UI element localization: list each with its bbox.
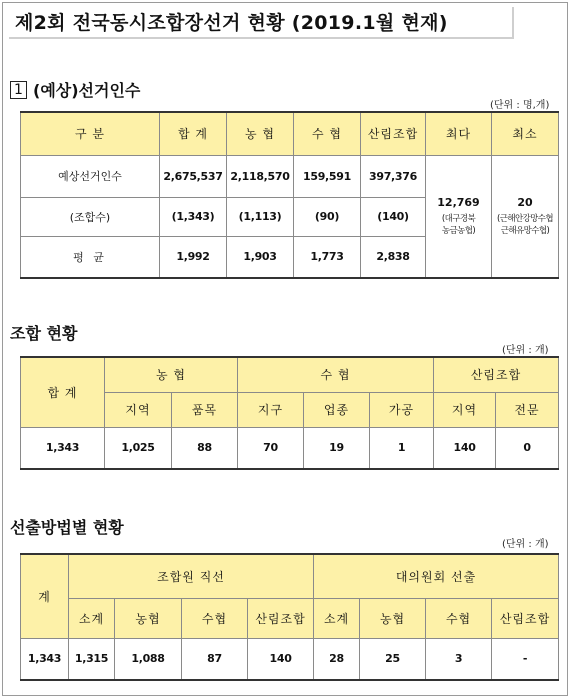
table-cell: 1,992 (160, 236, 227, 278)
header-total: 계 (21, 554, 69, 638)
table-cell: - (492, 638, 559, 680)
table-cell: 397,376 (361, 155, 426, 197)
table-cell: 19 (304, 427, 370, 469)
table-cell: 87 (182, 638, 248, 680)
table-cell: 140 (434, 427, 496, 469)
section3-unit: (단위 : 개) (502, 539, 549, 550)
max-note-2: 농금농협) (441, 225, 476, 236)
subheader: 지구 (238, 392, 304, 427)
table-cell: 2,675,537 (160, 155, 227, 197)
section2-heading: 조합 현황 (10, 324, 78, 343)
union-table (20, 356, 559, 470)
method-subheader-row (21, 598, 559, 638)
group-direct: 조합원 직선 (69, 554, 314, 598)
table-cell: (1,113) (227, 197, 294, 236)
table-cell: 0 (496, 427, 559, 469)
subheader: 산림조합 (492, 598, 559, 638)
table-cell: 70 (238, 427, 304, 469)
subheader: 품목 (172, 392, 238, 427)
max-note-1: (대구경북 (441, 213, 476, 224)
subheader: 소계 (69, 598, 115, 638)
min-cell (492, 155, 559, 278)
table-cell: 1,903 (227, 236, 294, 278)
group-delegate: 대의원회 선출 (314, 554, 559, 598)
table-cell: 1 (370, 427, 434, 469)
row-label: 평 균 (21, 236, 160, 278)
table-cell: 3 (426, 638, 492, 680)
subheader: 산림조합 (248, 598, 314, 638)
header-forestry: 산림조합 (361, 112, 426, 155)
section1-unit: (단위 : 명,개) (490, 100, 550, 111)
subheader: 전문 (496, 392, 559, 427)
max-value: 12,769 (437, 195, 480, 209)
section1-number: 1 (10, 81, 27, 99)
union-group-row (21, 357, 559, 392)
table-cell: 2,118,570 (227, 155, 294, 197)
section3-heading: 선출방법별 현황 (10, 518, 124, 537)
min-note-1: (근해안강망수협 (497, 213, 553, 224)
table-cell: 28 (314, 638, 360, 680)
table-cell: 2,838 (361, 236, 426, 278)
table-cell: 140 (248, 638, 314, 680)
header-total: 합 계 (160, 112, 227, 155)
section2-unit: (단위 : 개) (502, 345, 549, 356)
table-cell: 1,315 (69, 638, 115, 680)
min-note-2: 근해유망수협) (500, 225, 550, 236)
subheader: 지역 (105, 392, 172, 427)
table-cell: 1,773 (294, 236, 361, 278)
table-row (21, 638, 559, 680)
min-value: 20 (517, 195, 533, 209)
table-cell: 1,343 (21, 638, 69, 680)
group-suhyup: 수 협 (238, 357, 434, 392)
table-cell: 25 (360, 638, 426, 680)
max-cell (426, 155, 492, 278)
header-max: 최다 (426, 112, 492, 155)
table-cell: (90) (294, 197, 361, 236)
table-cell: (140) (361, 197, 426, 236)
subheader: 업종 (304, 392, 370, 427)
table-cell: 1,343 (21, 427, 105, 469)
header-category: 구 분 (21, 112, 160, 155)
page-title: 제2회 전국동시조합장선거 현황 (2019.1월 현재) (9, 7, 514, 39)
table-row (21, 427, 559, 469)
subheader: 지역 (434, 392, 496, 427)
election-method-table (20, 553, 559, 681)
voters-table (20, 111, 559, 279)
subheader: 농협 (115, 598, 182, 638)
section1-heading (10, 78, 140, 101)
subheader: 농협 (360, 598, 426, 638)
header-total: 합 계 (21, 357, 105, 427)
section1-title: (예상)선거인수 (33, 81, 141, 100)
table-cell: 159,591 (294, 155, 361, 197)
row-label: (조합수) (21, 197, 160, 236)
header-suhyup: 수 협 (294, 112, 361, 155)
table-cell: 1,088 (115, 638, 182, 680)
header-min: 최소 (492, 112, 559, 155)
table-cell: 1,025 (105, 427, 172, 469)
method-group-row (21, 554, 559, 598)
subheader: 수협 (182, 598, 248, 638)
group-nonghyup: 농 협 (105, 357, 238, 392)
row-label: 예상선거인수 (21, 155, 160, 197)
table-cell: 88 (172, 427, 238, 469)
group-forestry: 산림조합 (434, 357, 559, 392)
header-nonghyup: 농 협 (227, 112, 294, 155)
subheader: 수협 (426, 598, 492, 638)
table-cell: (1,343) (160, 197, 227, 236)
voters-header-row (21, 112, 559, 155)
subheader: 소계 (314, 598, 360, 638)
subheader: 가공 (370, 392, 434, 427)
table-row (21, 155, 559, 197)
